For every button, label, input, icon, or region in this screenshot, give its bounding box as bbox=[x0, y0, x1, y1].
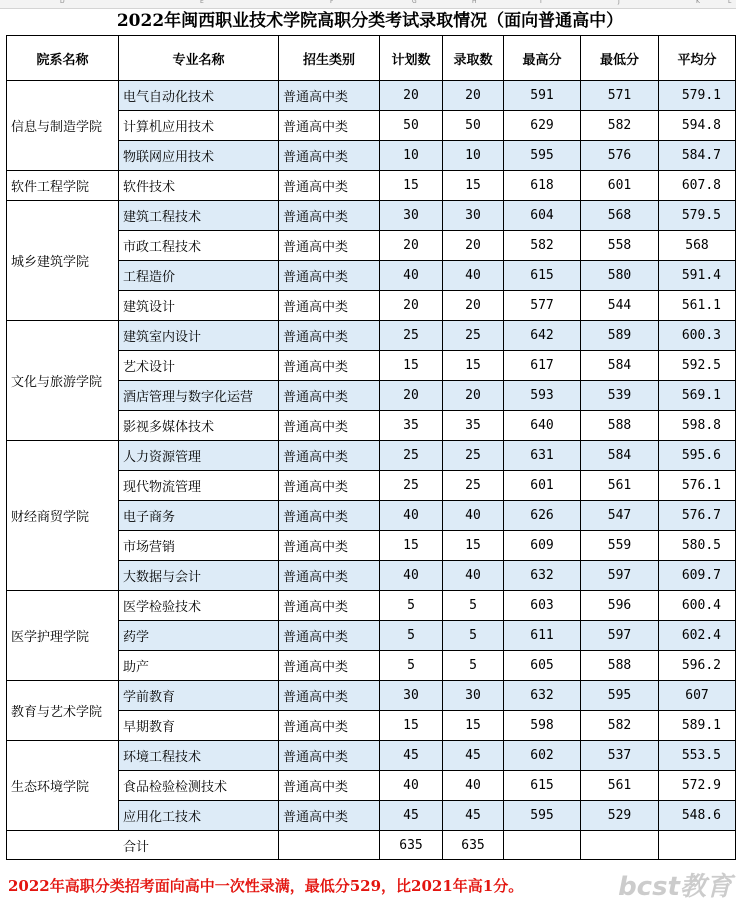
avg-score-cell: 607 bbox=[659, 681, 736, 711]
avg-score-cell: 607.8 bbox=[659, 171, 736, 201]
plan-cell: 5 bbox=[380, 651, 443, 681]
major-cell: 学前教育 bbox=[119, 681, 279, 711]
max-score-cell: 626 bbox=[504, 501, 581, 531]
admitted-cell: 15 bbox=[443, 171, 504, 201]
total-label: 合计 bbox=[7, 831, 279, 860]
avg-score-cell: 568 bbox=[659, 231, 736, 261]
category-cell: 普通高中类 bbox=[279, 141, 380, 171]
avg-score-cell: 561.1 bbox=[659, 291, 736, 321]
admitted-cell: 25 bbox=[443, 441, 504, 471]
admitted-cell: 20 bbox=[443, 381, 504, 411]
empty-cell bbox=[279, 831, 380, 860]
admitted-cell: 30 bbox=[443, 201, 504, 231]
watermark: bcst教育 bbox=[618, 872, 732, 902]
empty-cell bbox=[581, 831, 659, 860]
total-admit-cell: 635 bbox=[443, 831, 504, 860]
plan-cell: 35 bbox=[380, 411, 443, 441]
department-cell: 信息与制造学院 bbox=[7, 81, 119, 171]
major-cell: 早期教育 bbox=[119, 711, 279, 741]
admitted-cell: 40 bbox=[443, 771, 504, 801]
max-score-cell: 611 bbox=[504, 621, 581, 651]
column-letter: E bbox=[200, 0, 204, 5]
min-score-cell: 595 bbox=[581, 681, 659, 711]
category-cell: 普通高中类 bbox=[279, 771, 380, 801]
column-letter: L bbox=[728, 0, 732, 5]
table-row bbox=[7, 591, 736, 621]
avg-score-cell: 595.6 bbox=[659, 441, 736, 471]
plan-cell: 15 bbox=[380, 531, 443, 561]
column-letter: K bbox=[696, 0, 700, 5]
min-score-cell: 580 bbox=[581, 261, 659, 291]
admitted-cell: 5 bbox=[443, 621, 504, 651]
plan-cell: 40 bbox=[380, 261, 443, 291]
category-cell: 普通高中类 bbox=[279, 711, 380, 741]
department-cell: 医学护理学院 bbox=[7, 591, 119, 681]
major-cell: 物联网应用技术 bbox=[119, 141, 279, 171]
category-cell: 普通高中类 bbox=[279, 351, 380, 381]
column-letter: J bbox=[618, 0, 620, 5]
plan-cell: 30 bbox=[380, 681, 443, 711]
admitted-cell: 40 bbox=[443, 501, 504, 531]
min-score-cell: 568 bbox=[581, 201, 659, 231]
admitted-cell: 20 bbox=[443, 81, 504, 111]
column-letter: D bbox=[60, 0, 65, 5]
category-cell: 普通高中类 bbox=[279, 441, 380, 471]
avg-score-cell: 602.4 bbox=[659, 621, 736, 651]
min-score-cell: 588 bbox=[581, 651, 659, 681]
category-cell: 普通高中类 bbox=[279, 201, 380, 231]
max-score-cell: 618 bbox=[504, 171, 581, 201]
max-score-cell: 632 bbox=[504, 681, 581, 711]
major-cell: 建筑室内设计 bbox=[119, 321, 279, 351]
major-cell: 现代物流管理 bbox=[119, 471, 279, 501]
major-cell: 食品检验检测技术 bbox=[119, 771, 279, 801]
plan-cell: 20 bbox=[380, 231, 443, 261]
min-score-cell: 584 bbox=[581, 441, 659, 471]
admission-table bbox=[6, 35, 736, 860]
admitted-cell: 20 bbox=[443, 291, 504, 321]
min-score-cell: 597 bbox=[581, 561, 659, 591]
max-score-cell: 593 bbox=[504, 381, 581, 411]
category-cell: 普通高中类 bbox=[279, 171, 380, 201]
max-score-cell: 602 bbox=[504, 741, 581, 771]
min-score-cell: 561 bbox=[581, 771, 659, 801]
min-score-cell: 584 bbox=[581, 351, 659, 381]
admitted-cell: 5 bbox=[443, 591, 504, 621]
department-cell: 文化与旅游学院 bbox=[7, 321, 119, 441]
major-cell: 建筑工程技术 bbox=[119, 201, 279, 231]
header-min-score: 最低分 bbox=[581, 36, 659, 81]
plan-cell: 20 bbox=[380, 81, 443, 111]
column-letter: H bbox=[472, 0, 477, 5]
max-score-cell: 601 bbox=[504, 471, 581, 501]
major-cell: 应用化工技术 bbox=[119, 801, 279, 831]
major-cell: 计算机应用技术 bbox=[119, 111, 279, 141]
min-score-cell: 544 bbox=[581, 291, 659, 321]
plan-cell: 15 bbox=[380, 171, 443, 201]
admitted-cell: 5 bbox=[443, 651, 504, 681]
plan-cell: 20 bbox=[380, 291, 443, 321]
table-row bbox=[7, 171, 736, 201]
plan-cell: 40 bbox=[380, 561, 443, 591]
plan-cell: 5 bbox=[380, 591, 443, 621]
header-plan: 计划数 bbox=[380, 36, 443, 81]
major-cell: 人力资源管理 bbox=[119, 441, 279, 471]
category-cell: 普通高中类 bbox=[279, 801, 380, 831]
min-score-cell: 547 bbox=[581, 501, 659, 531]
max-score-cell: 577 bbox=[504, 291, 581, 321]
major-cell: 酒店管理与数字化运营 bbox=[119, 381, 279, 411]
department-cell: 财经商贸学院 bbox=[7, 441, 119, 591]
admitted-cell: 35 bbox=[443, 411, 504, 441]
major-cell: 艺术设计 bbox=[119, 351, 279, 381]
category-cell: 普通高中类 bbox=[279, 411, 380, 441]
avg-score-cell: 548.6 bbox=[659, 801, 736, 831]
max-score-cell: 582 bbox=[504, 231, 581, 261]
max-score-cell: 598 bbox=[504, 711, 581, 741]
department-cell: 软件工程学院 bbox=[7, 171, 119, 201]
major-cell: 工程造价 bbox=[119, 261, 279, 291]
major-cell: 大数据与会计 bbox=[119, 561, 279, 591]
category-cell: 普通高中类 bbox=[279, 501, 380, 531]
min-score-cell: 559 bbox=[581, 531, 659, 561]
major-cell: 影视多媒体技术 bbox=[119, 411, 279, 441]
plan-cell: 40 bbox=[380, 501, 443, 531]
admitted-cell: 40 bbox=[443, 561, 504, 591]
avg-score-cell: 600.3 bbox=[659, 321, 736, 351]
header-major: 专业名称 bbox=[119, 36, 279, 81]
admitted-cell: 50 bbox=[443, 111, 504, 141]
max-score-cell: 605 bbox=[504, 651, 581, 681]
avg-score-cell: 598.8 bbox=[659, 411, 736, 441]
footer-note: 2022年高职分类招考面向高中一次性录满，最低分529，比2021年高1分。 bbox=[8, 877, 524, 895]
avg-score-cell: 579.5 bbox=[659, 201, 736, 231]
avg-score-cell: 576.7 bbox=[659, 501, 736, 531]
min-score-cell: 539 bbox=[581, 381, 659, 411]
major-cell: 建筑设计 bbox=[119, 291, 279, 321]
category-cell: 普通高中类 bbox=[279, 651, 380, 681]
category-cell: 普通高中类 bbox=[279, 471, 380, 501]
category-cell: 普通高中类 bbox=[279, 561, 380, 591]
category-cell: 普通高中类 bbox=[279, 531, 380, 561]
admitted-cell: 15 bbox=[443, 531, 504, 561]
table-row bbox=[7, 741, 736, 771]
min-score-cell: 529 bbox=[581, 801, 659, 831]
major-cell: 市政工程技术 bbox=[119, 231, 279, 261]
min-score-cell: 571 bbox=[581, 81, 659, 111]
max-score-cell: 615 bbox=[504, 261, 581, 291]
avg-score-cell: 609.7 bbox=[659, 561, 736, 591]
avg-score-cell: 584.7 bbox=[659, 141, 736, 171]
header-category: 招生类别 bbox=[279, 36, 380, 81]
plan-cell: 50 bbox=[380, 111, 443, 141]
admitted-cell: 45 bbox=[443, 741, 504, 771]
plan-cell: 45 bbox=[380, 741, 443, 771]
department-cell: 生态环境学院 bbox=[7, 741, 119, 831]
department-cell: 城乡建筑学院 bbox=[7, 201, 119, 321]
admitted-cell: 20 bbox=[443, 231, 504, 261]
min-score-cell: 589 bbox=[581, 321, 659, 351]
department-cell: 教育与艺术学院 bbox=[7, 681, 119, 741]
avg-score-cell: 596.2 bbox=[659, 651, 736, 681]
max-score-cell: 615 bbox=[504, 771, 581, 801]
table-row bbox=[7, 681, 736, 711]
plan-cell: 30 bbox=[380, 201, 443, 231]
admitted-cell: 25 bbox=[443, 321, 504, 351]
max-score-cell: 591 bbox=[504, 81, 581, 111]
column-letter: G bbox=[412, 0, 417, 5]
category-cell: 普通高中类 bbox=[279, 591, 380, 621]
major-cell: 环境工程技术 bbox=[119, 741, 279, 771]
category-cell: 普通高中类 bbox=[279, 741, 380, 771]
category-cell: 普通高中类 bbox=[279, 681, 380, 711]
category-cell: 普通高中类 bbox=[279, 81, 380, 111]
max-score-cell: 631 bbox=[504, 441, 581, 471]
major-cell: 助产 bbox=[119, 651, 279, 681]
min-score-cell: 601 bbox=[581, 171, 659, 201]
header-row bbox=[7, 36, 736, 81]
category-cell: 普通高中类 bbox=[279, 621, 380, 651]
avg-score-cell: 579.1 bbox=[659, 81, 736, 111]
admitted-cell: 10 bbox=[443, 141, 504, 171]
min-score-cell: 558 bbox=[581, 231, 659, 261]
plan-cell: 10 bbox=[380, 141, 443, 171]
max-score-cell: 642 bbox=[504, 321, 581, 351]
table-row bbox=[7, 441, 736, 471]
max-score-cell: 617 bbox=[504, 351, 581, 381]
min-score-cell: 576 bbox=[581, 141, 659, 171]
major-cell: 药学 bbox=[119, 621, 279, 651]
admitted-cell: 25 bbox=[443, 471, 504, 501]
category-cell: 普通高中类 bbox=[279, 231, 380, 261]
table-row bbox=[7, 81, 736, 111]
max-score-cell: 640 bbox=[504, 411, 581, 441]
plan-cell: 45 bbox=[380, 801, 443, 831]
plan-cell: 15 bbox=[380, 711, 443, 741]
header-avg-score: 平均分 bbox=[659, 36, 736, 81]
major-cell: 医学检验技术 bbox=[119, 591, 279, 621]
category-cell: 普通高中类 bbox=[279, 261, 380, 291]
admitted-cell: 15 bbox=[443, 351, 504, 381]
avg-score-cell: 589.1 bbox=[659, 711, 736, 741]
min-score-cell: 588 bbox=[581, 411, 659, 441]
max-score-cell: 609 bbox=[504, 531, 581, 561]
total-row bbox=[7, 831, 736, 860]
min-score-cell: 582 bbox=[581, 711, 659, 741]
avg-score-cell: 572.9 bbox=[659, 771, 736, 801]
max-score-cell: 604 bbox=[504, 201, 581, 231]
plan-cell: 40 bbox=[380, 771, 443, 801]
header-admitted: 录取数 bbox=[443, 36, 504, 81]
avg-score-cell: 569.1 bbox=[659, 381, 736, 411]
total-plan-cell: 635 bbox=[380, 831, 443, 860]
avg-score-cell: 580.5 bbox=[659, 531, 736, 561]
admitted-cell: 30 bbox=[443, 681, 504, 711]
min-score-cell: 597 bbox=[581, 621, 659, 651]
max-score-cell: 603 bbox=[504, 591, 581, 621]
major-cell: 软件技术 bbox=[119, 171, 279, 201]
admitted-cell: 40 bbox=[443, 261, 504, 291]
min-score-cell: 582 bbox=[581, 111, 659, 141]
table-row bbox=[7, 201, 736, 231]
category-cell: 普通高中类 bbox=[279, 111, 380, 141]
avg-score-cell: 553.5 bbox=[659, 741, 736, 771]
plan-cell: 5 bbox=[380, 621, 443, 651]
min-score-cell: 561 bbox=[581, 471, 659, 501]
avg-score-cell: 594.8 bbox=[659, 111, 736, 141]
max-score-cell: 632 bbox=[504, 561, 581, 591]
major-cell: 电气自动化技术 bbox=[119, 81, 279, 111]
avg-score-cell: 600.4 bbox=[659, 591, 736, 621]
empty-cell bbox=[504, 831, 581, 860]
major-cell: 电子商务 bbox=[119, 501, 279, 531]
category-cell: 普通高中类 bbox=[279, 381, 380, 411]
plan-cell: 25 bbox=[380, 441, 443, 471]
min-score-cell: 596 bbox=[581, 591, 659, 621]
avg-score-cell: 591.4 bbox=[659, 261, 736, 291]
plan-cell: 20 bbox=[380, 381, 443, 411]
max-score-cell: 595 bbox=[504, 801, 581, 831]
category-cell: 普通高中类 bbox=[279, 291, 380, 321]
plan-cell: 25 bbox=[380, 471, 443, 501]
column-letter: I bbox=[540, 0, 542, 5]
major-cell: 市场营销 bbox=[119, 531, 279, 561]
max-score-cell: 629 bbox=[504, 111, 581, 141]
empty-cell bbox=[659, 831, 736, 860]
min-score-cell: 537 bbox=[581, 741, 659, 771]
avg-score-cell: 592.5 bbox=[659, 351, 736, 381]
header-max-score: 最高分 bbox=[504, 36, 581, 81]
header-department: 院系名称 bbox=[7, 36, 119, 81]
plan-cell: 25 bbox=[380, 321, 443, 351]
table-row bbox=[7, 321, 736, 351]
avg-score-cell: 576.1 bbox=[659, 471, 736, 501]
plan-cell: 15 bbox=[380, 351, 443, 381]
max-score-cell: 595 bbox=[504, 141, 581, 171]
category-cell: 普通高中类 bbox=[279, 321, 380, 351]
admitted-cell: 45 bbox=[443, 801, 504, 831]
column-letter: F bbox=[330, 0, 334, 5]
sheet-title: 2022年闽西职业技术学院高职分类考试录取情况（面向普通高中） bbox=[116, 11, 624, 31]
admitted-cell: 15 bbox=[443, 711, 504, 741]
